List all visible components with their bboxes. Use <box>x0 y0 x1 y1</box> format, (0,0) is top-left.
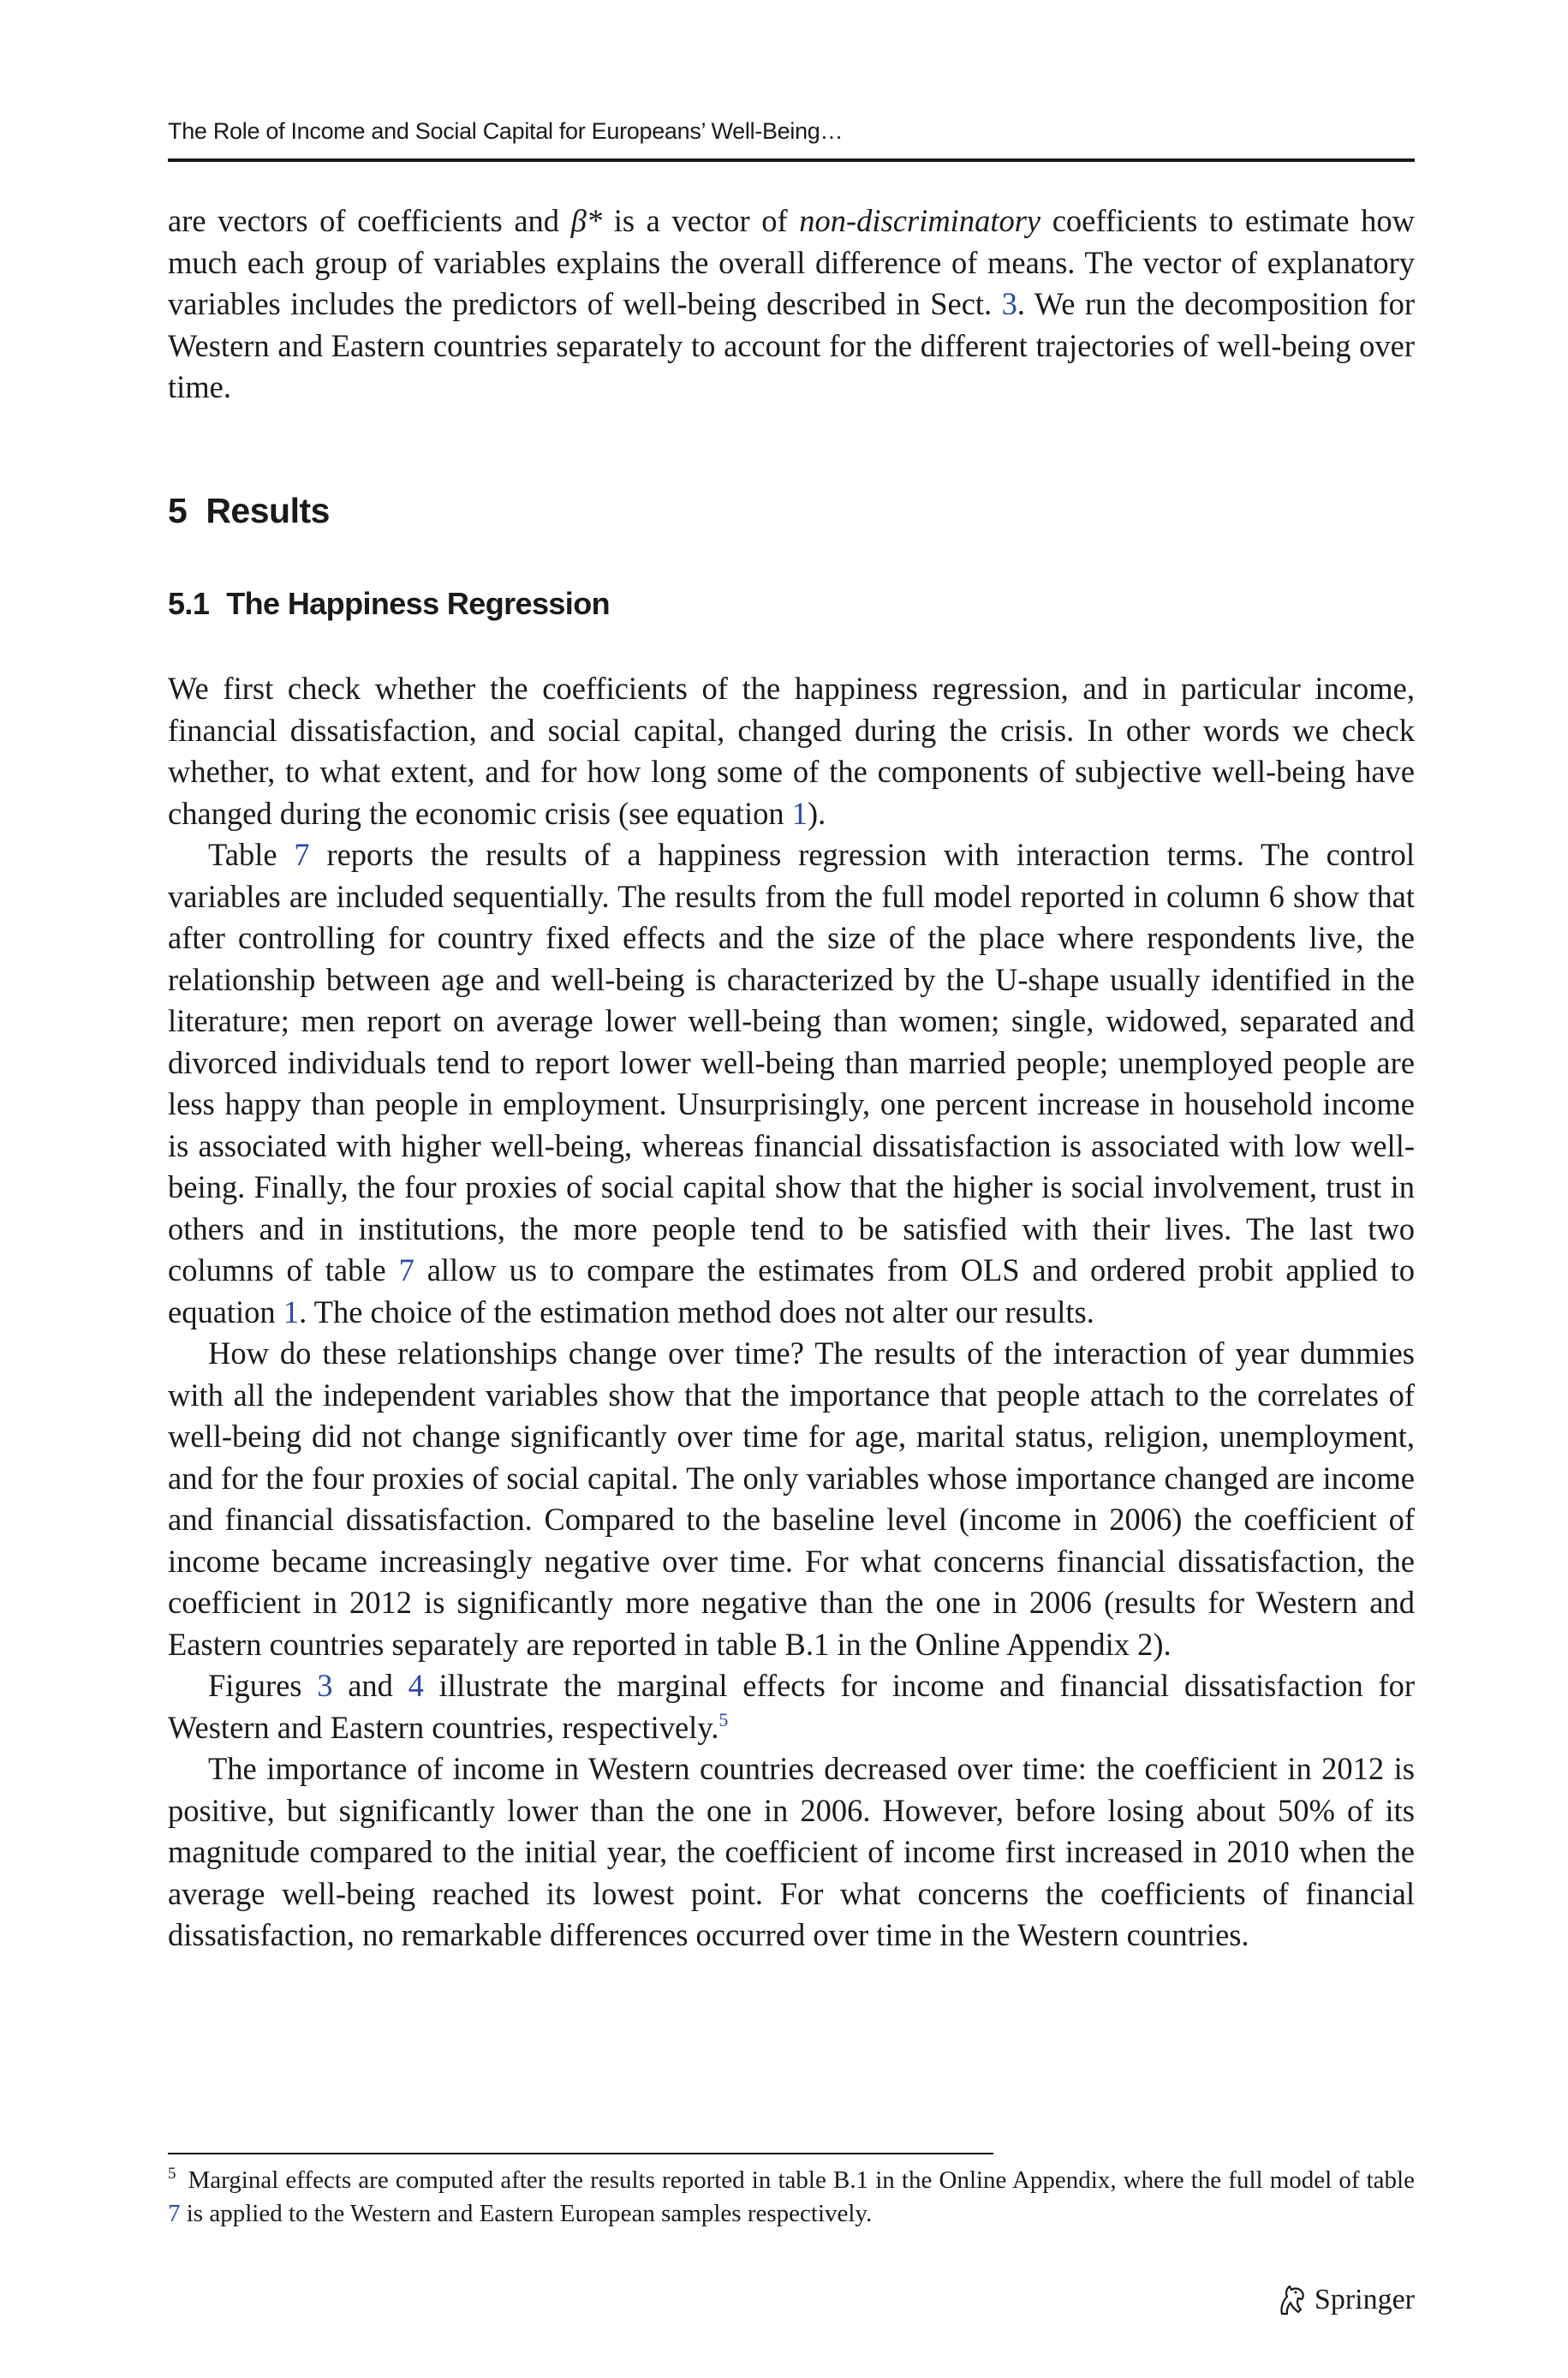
paragraph-2-text-a: Table <box>208 837 295 872</box>
intro-text-2: is a vector of <box>602 203 800 238</box>
publisher-name: Springer <box>1314 2284 1415 2315</box>
paragraph-5: The importance of income in Western countries decreased over time: the coefficient in 2012 is positive, but significantly lower than the one in 2006. However, before losing about 50% of its magnitude compared to the initial year, the coefficient of income first increased in 2010 when the average well-being reached its lowest point. For what concerns the coefficients of financial dissatisfaction, no remarkable differences occurred over time in the Western countries. <box>168 1751 1415 1952</box>
footnote-text-a: Marginal effects are computed after the results reported in table B.1 in the Online Appendix, where the full model of table <box>188 2166 1415 2194</box>
subsection-number: 5.1 <box>168 586 210 621</box>
table-ref-link[interactable]: 7 <box>398 1252 414 1288</box>
section-title: Results <box>206 491 330 530</box>
section-ref-link[interactable]: 3 <box>1001 286 1017 321</box>
subsection-title: The Happiness Regression <box>226 586 610 621</box>
header-rule <box>168 158 1415 162</box>
equation-ref-link[interactable]: 1 <box>791 795 808 831</box>
paragraph-3: How do these relationships change over time? The results of the interaction of year dummies with all the independent variables show that the importance that people attach to the correlates of well-being did not change significantly over time for age, marital status, religion, unemployment, and for the four proxies of social capital. The only variables whose importance changed are income and financial dissatisfaction. Compared to the baseline level (income in 2006) the coefficient of income became increasingly negative over time. For what concerns financial dissatisfaction, the coefficient in 2012 is significantly more negative than the one in 2006 (results for Western and Eastern countries separately are reported in table B.1 in the Online Appendix 2). <box>168 1335 1415 1662</box>
subsection-heading <box>168 586 610 622</box>
beta-star-symbol: β* <box>570 203 603 238</box>
footnote-number: 5 <box>168 2165 176 2183</box>
paragraph-2 <box>168 834 1415 1333</box>
paragraph-4-text-c: illustrate the marginal effects for income and financial dissatisfaction for Western and Eastern countries, respectively. <box>168 1668 1416 1745</box>
paragraph-4 <box>168 1665 1415 1748</box>
running-head: The Role of Income and Social Capital for Europeans’ Well-Being… <box>168 118 844 144</box>
paragraph-1-text-a: We first check whether the coefficients of the happiness regression, and in particular income, financial dissatisfaction, and social capital, changed during the crisis. In other words we check whether, to what extent, and for how long some of the components of subjective well-being have changed during the economic crisis (see equation <box>168 671 1415 831</box>
footnote-rule <box>168 2153 993 2154</box>
footnote-ref-link[interactable]: 5 <box>718 1708 729 1730</box>
non-discriminatory-term: non-discriminatory <box>799 203 1041 238</box>
paragraph-1 <box>168 668 1415 834</box>
intro-text-4: . We run the decomposition for Western and Eastern countries separately to account for the different trajectories of well-being over time. <box>168 286 1415 404</box>
paragraph-2-text-b: reports the results of a happiness regression with interaction terms. The control variables are included sequentially. The results from the full model reported in column 6 show that after controlling for country fixed effects and the size of the place where respondents live, the relationship between age and well-being is characterized by the U-shape usually identified in the literature; men report on average lower well-being than women; single, widowed, separated and divorced individuals tend to report lower well-being than married people; unemployed people are less happy than people in employment. Unsurprisingly, one percent increase in household income is associated with higher well-being, whereas financial dissatisfaction is associated with low well-being. Finally, the four proxies of social capital show that the higher is social involvement, trust in others and in institutions, the more people tend to be satisfied with their lives. The last two columns of table <box>168 837 1415 1288</box>
footnote-text-b: is applied to the Western and Eastern European samples respectively. <box>180 2200 873 2227</box>
publisher-logo <box>1275 2283 1415 2317</box>
table-ref-link[interactable]: 7 <box>294 837 310 872</box>
equation-ref-link[interactable]: 1 <box>283 1294 300 1329</box>
paragraph-4-text-a: Figures <box>208 1668 318 1703</box>
intro-text-3: coefficients to estimate how much each group of variables explains the overall difference of means. The vector of explanatory variables includes the predictors of well-being described in Sect. <box>168 203 1415 321</box>
page <box>168 0 1415 2378</box>
intro-paragraph <box>168 200 1415 409</box>
section-number: 5 <box>168 491 188 530</box>
springer-horse-icon <box>1275 2283 1308 2317</box>
section-heading <box>168 491 330 531</box>
figure-ref-link[interactable]: 4 <box>408 1668 424 1703</box>
paragraph-4-text-b: and <box>332 1668 408 1703</box>
footnote <box>168 2164 1415 2231</box>
paragraph-1-text-b: ). <box>808 795 826 831</box>
paragraph-2-text-d: . The choice of the estimation method does not alter our results. <box>299 1294 1094 1329</box>
figure-ref-link[interactable]: 3 <box>317 1668 333 1703</box>
intro-text-1: are vectors of coefficients and <box>168 203 571 238</box>
paragraph-2-text-c: allow us to compare the estimates from OLS and ordered probit applied to equation <box>168 1252 1416 1329</box>
main-body <box>168 668 1415 1957</box>
table-ref-link[interactable]: 7 <box>168 2200 181 2227</box>
